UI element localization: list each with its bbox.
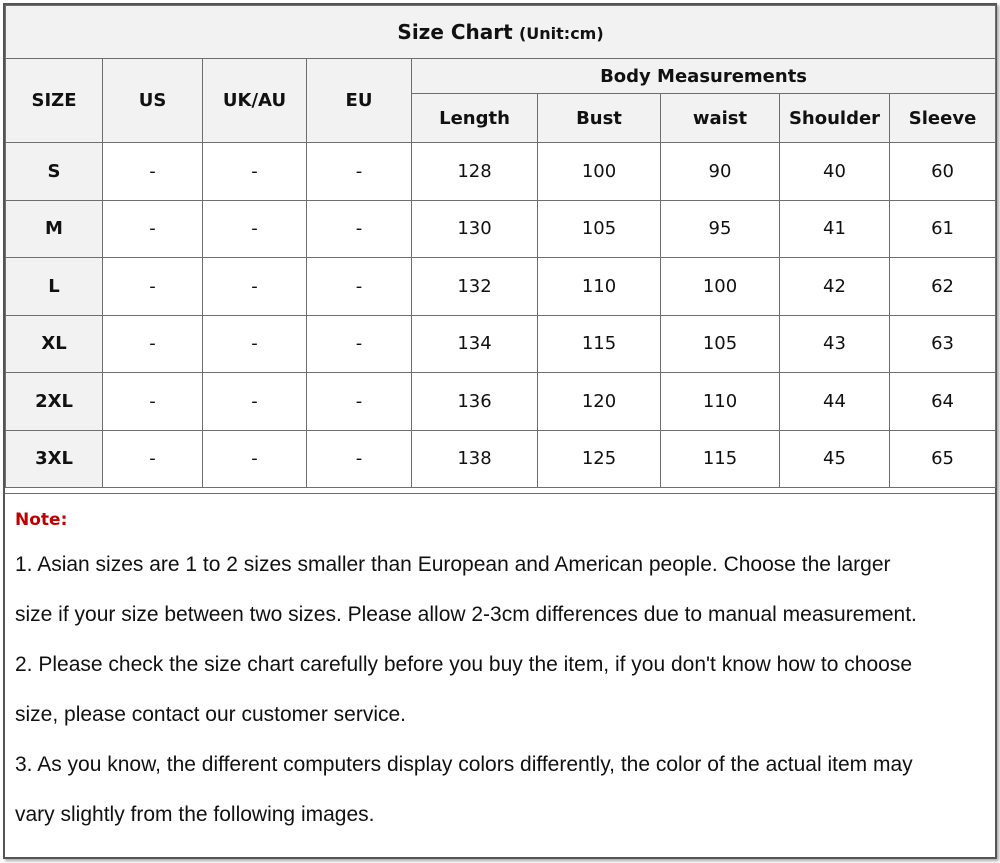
size-chart-table: [5, 5, 996, 488]
title-unit: (Unit:cm): [518, 24, 604, 43]
title-row: [6, 6, 996, 59]
cell-length: 134: [412, 315, 538, 373]
cell-length: 130: [412, 200, 538, 258]
note-line: vary slightly from the following images.: [15, 803, 375, 826]
cell-shoulder: 45: [780, 430, 890, 488]
cell-shoulder: 40: [780, 143, 890, 201]
table-row: [6, 315, 996, 373]
header-eu: EU: [307, 59, 412, 143]
cell-us: -: [103, 143, 203, 201]
cell-size: 2XL: [6, 373, 103, 431]
cell-bust: 100: [538, 143, 661, 201]
cell-sleeve: 60: [890, 143, 996, 201]
cell-waist: 110: [661, 373, 780, 431]
header-waist: waist: [661, 94, 780, 143]
table-row: [6, 373, 996, 431]
cell-bust: 105: [538, 200, 661, 258]
table-row: [6, 200, 996, 258]
cell-ukau: -: [203, 143, 307, 201]
header-body-measurements: Body Measurements: [412, 59, 996, 94]
note-title: Note:: [15, 510, 68, 530]
cell-length: 138: [412, 430, 538, 488]
header-bust: Bust: [538, 94, 661, 143]
cell-ukau: -: [203, 430, 307, 488]
table-row: [6, 258, 996, 316]
note-line: size, please contact our customer service.: [15, 703, 407, 726]
notes-section: [5, 493, 995, 857]
cell-bust: 125: [538, 430, 661, 488]
cell-waist: 90: [661, 143, 780, 201]
cell-waist: 105: [661, 315, 780, 373]
cell-ukau: -: [203, 315, 307, 373]
header-group-row: [6, 59, 996, 94]
cell-ukau: -: [203, 200, 307, 258]
table-row: [6, 430, 996, 488]
cell-eu: -: [307, 200, 412, 258]
cell-eu: -: [307, 315, 412, 373]
cell-sleeve: 62: [890, 258, 996, 316]
title-text: Size Chart: [397, 20, 513, 44]
cell-shoulder: 41: [780, 200, 890, 258]
cell-bust: 110: [538, 258, 661, 316]
size-chart-document: [3, 3, 997, 859]
cell-eu: -: [307, 143, 412, 201]
cell-eu: -: [307, 258, 412, 316]
header-us: US: [103, 59, 203, 143]
cell-sleeve: 64: [890, 373, 996, 431]
cell-bust: 120: [538, 373, 661, 431]
cell-us: -: [103, 373, 203, 431]
cell-ukau: -: [203, 373, 307, 431]
cell-shoulder: 42: [780, 258, 890, 316]
cell-sleeve: 65: [890, 430, 996, 488]
cell-length: 132: [412, 258, 538, 316]
cell-size: S: [6, 143, 103, 201]
header-sleeve: Sleeve: [890, 94, 996, 143]
header-length: Length: [412, 94, 538, 143]
cell-us: -: [103, 430, 203, 488]
note-line: 2. Please check the size chart carefully before you buy the item, if you don't know how to choose: [15, 653, 913, 676]
header-ukau: UK/AU: [203, 59, 307, 143]
cell-us: -: [103, 315, 203, 373]
cell-size: XL: [6, 315, 103, 373]
cell-shoulder: 43: [780, 315, 890, 373]
table-row: [6, 143, 996, 201]
note-line: 1. Asian sizes are 1 to 2 sizes smaller than European and American people. Choose the larger: [15, 553, 891, 576]
cell-waist: 95: [661, 200, 780, 258]
cell-length: 128: [412, 143, 538, 201]
cell-length: 136: [412, 373, 538, 431]
cell-sleeve: 61: [890, 200, 996, 258]
cell-bust: 115: [538, 315, 661, 373]
cell-waist: 115: [661, 430, 780, 488]
cell-size: M: [6, 200, 103, 258]
cell-waist: 100: [661, 258, 780, 316]
cell-size: 3XL: [6, 430, 103, 488]
cell-ukau: -: [203, 258, 307, 316]
cell-sleeve: 63: [890, 315, 996, 373]
cell-us: -: [103, 258, 203, 316]
cell-size: L: [6, 258, 103, 316]
header-shoulder: Shoulder: [780, 94, 890, 143]
cell-eu: -: [307, 430, 412, 488]
note-line: size if your size between two sizes. Please allow 2-3cm differences due to manual measurement.: [15, 603, 917, 626]
size-chart-title: [6, 6, 996, 59]
cell-shoulder: 44: [780, 373, 890, 431]
header-size: SIZE: [6, 59, 103, 143]
note-line: 3. As you know, the different computers display colors differently, the color of the actual item may: [15, 753, 913, 776]
cell-eu: -: [307, 373, 412, 431]
cell-us: -: [103, 200, 203, 258]
